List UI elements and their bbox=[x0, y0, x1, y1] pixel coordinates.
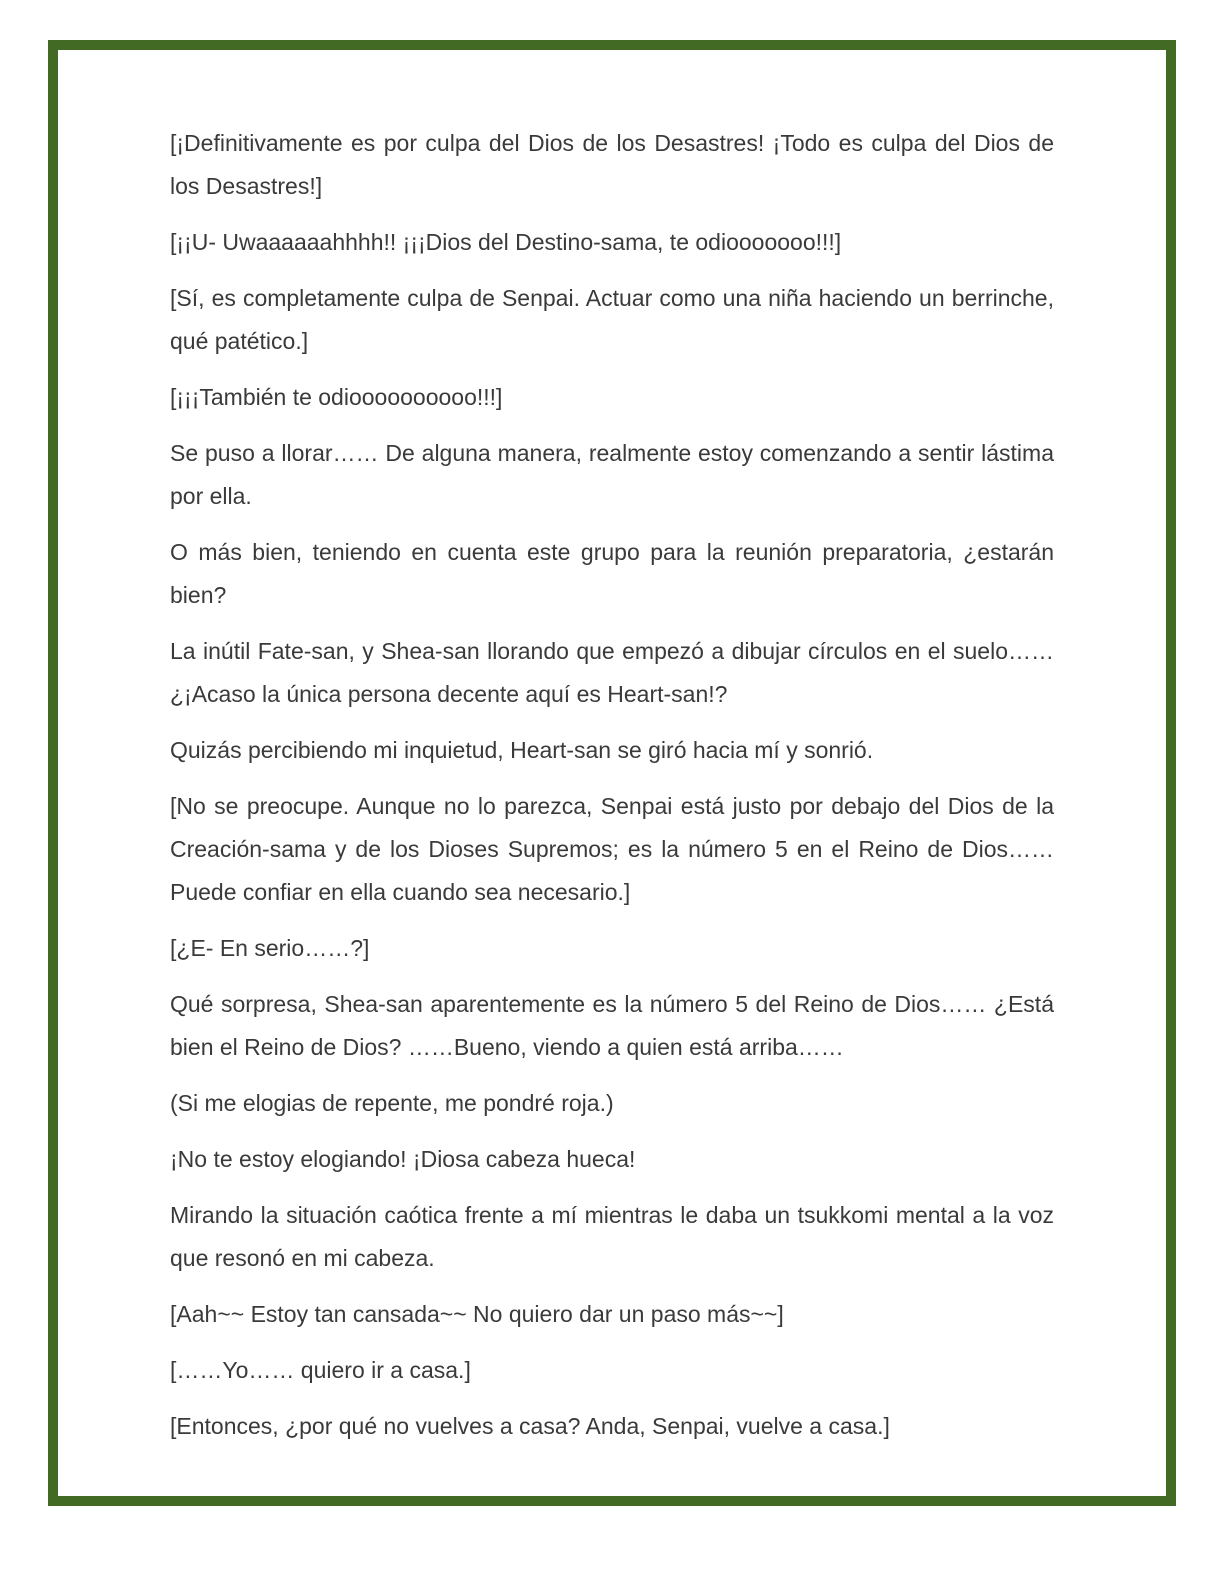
paragraph: [Aah~~ Estoy tan cansada~~ No quiero dar un paso más~~] bbox=[170, 1301, 784, 1327]
paragraph: [Entonces, ¿por qué no vuelves a casa? Anda, Senpai, vuelve a casa.] bbox=[170, 1413, 890, 1439]
paragraph: O más bien, teniendo en cuenta este grupo para la reunión preparatoria, ¿estarán bien? bbox=[170, 539, 1054, 608]
paragraph: Qué sorpresa, Shea-san aparentemente es la número 5 del Reino de Dios…… ¿Está bien el Reino de Dios? ……Bueno, viendo a quien está arriba…… bbox=[170, 991, 1054, 1060]
paragraph: La inútil Fate-san, y Shea-san llorando que empezó a dibujar círculos en el suelo…… ¿¡Acaso la única persona decente aquí es Heart-san!? bbox=[170, 638, 1054, 707]
paragraph: Se puso a llorar…… De alguna manera, realmente estoy comenzando a sentir lástima por ella. bbox=[170, 440, 1054, 509]
page-frame bbox=[48, 40, 1176, 1506]
paragraph: (Si me elogias de repente, me pondré roja.) bbox=[170, 1090, 614, 1116]
paragraph: ¡No te estoy elogiando! ¡Diosa cabeza hueca! bbox=[170, 1146, 636, 1172]
paragraph: [¡¡U- Uwaaaaaahhhh!! ¡¡¡Dios del Destino-sama, te odiooooooo!!!] bbox=[170, 229, 842, 255]
paragraph: Quizás percibiendo mi inquietud, Heart-san se giró hacia mí y sonrió. bbox=[170, 737, 874, 763]
document-body bbox=[58, 50, 1166, 1501]
paragraph: [¡¡¡También te odioooooooooo!!!] bbox=[170, 384, 503, 410]
paragraph: [Sí, es completamente culpa de Senpai. Actuar como una niña haciendo un berrinche, qué patético.] bbox=[170, 285, 1054, 354]
paragraph: [¿E- En serio……?] bbox=[170, 935, 370, 961]
paragraph: Mirando la situación caótica frente a mí mientras le daba un tsukkomi mental a la voz que resonó en mi cabeza. bbox=[170, 1202, 1054, 1271]
paragraph: [……Yo…… quiero ir a casa.] bbox=[170, 1357, 471, 1383]
paragraph: [¡Definitivamente es por culpa del Dios de los Desastres! ¡Todo es culpa del Dios de los Desastres!] bbox=[170, 130, 1054, 199]
paragraph: [No se preocupe. Aunque no lo parezca, Senpai está justo por debajo del Dios de la Creación-sama y de los Dioses Supremos; es la número 5 en el Reino de Dios…… Puede confiar en ella cuando sea necesario.] bbox=[170, 793, 1054, 905]
